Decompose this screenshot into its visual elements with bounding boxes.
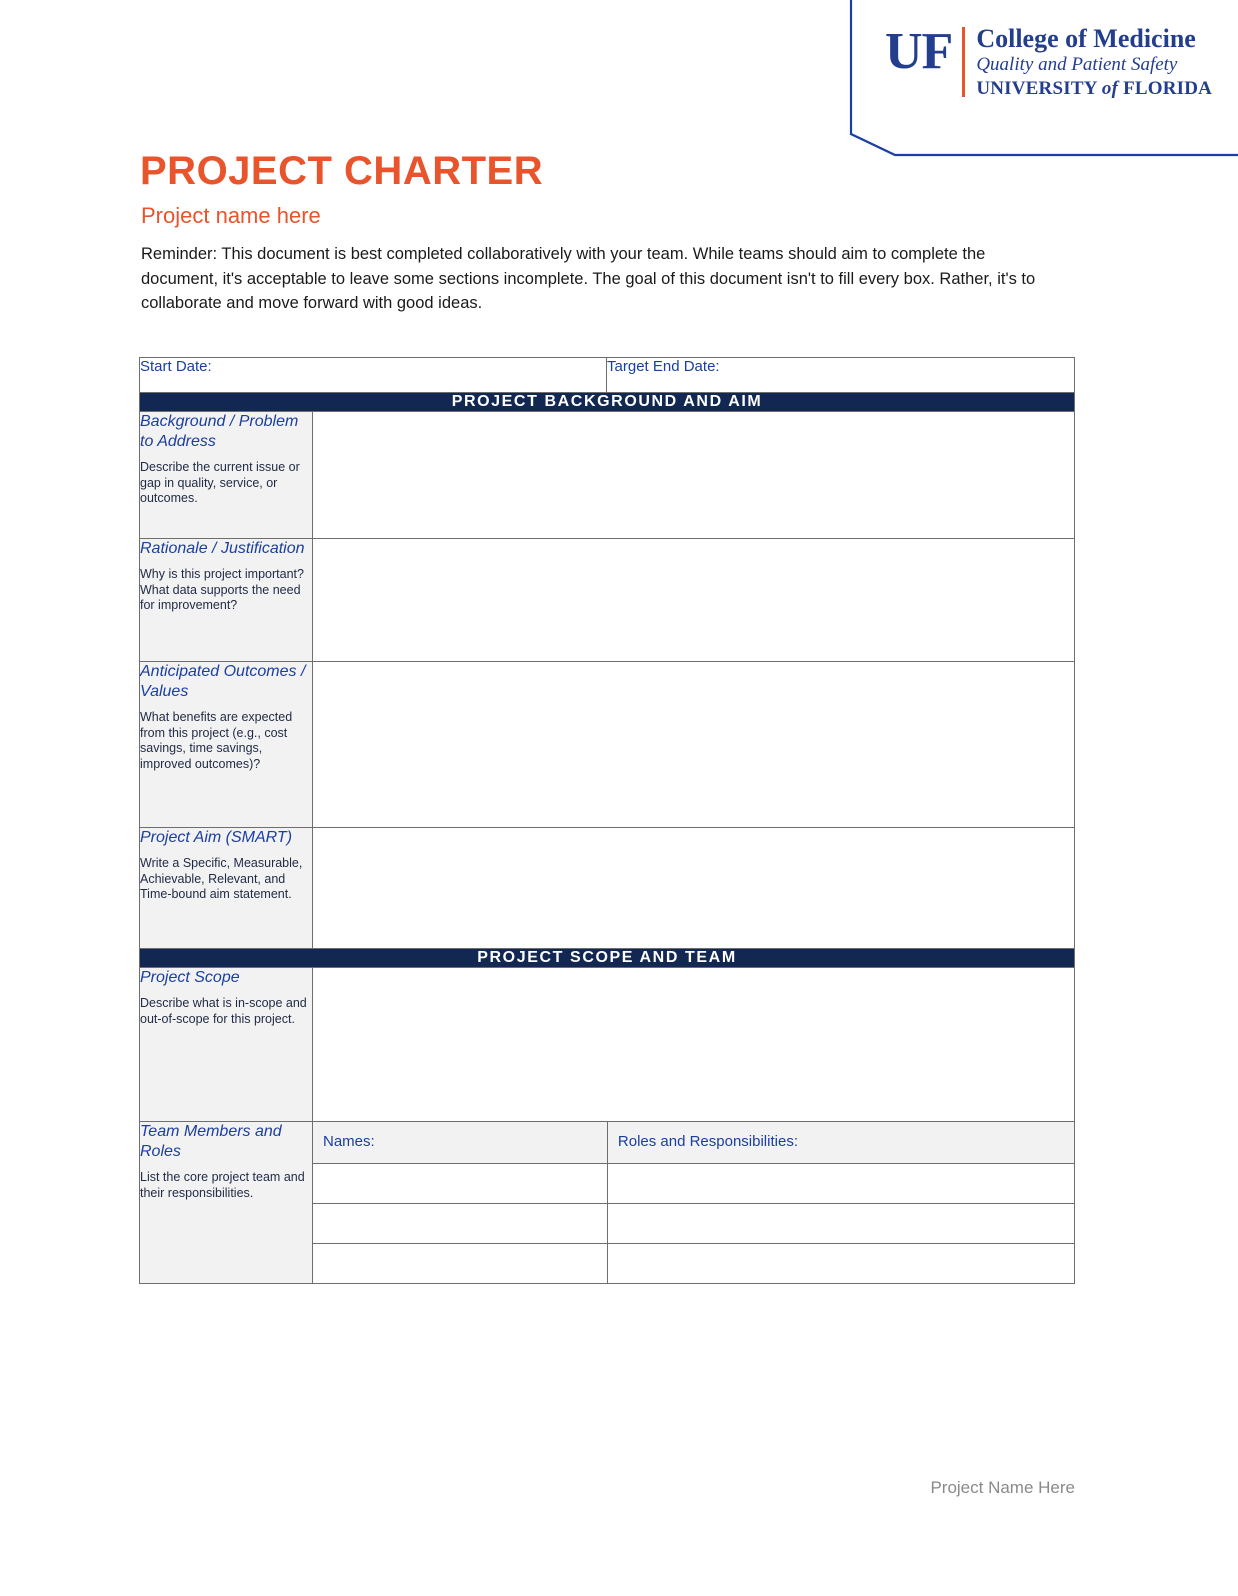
table-row	[140, 828, 1075, 949]
team-table-header-row	[313, 1122, 1074, 1164]
entry-cell-rationale-justification[interactable]	[313, 539, 1075, 662]
team-col-header-names: Names:	[313, 1122, 607, 1164]
team-name-cell[interactable]	[313, 1244, 607, 1284]
page-footer: Project Name Here	[930, 1478, 1075, 1497]
table-row	[140, 968, 1075, 1122]
table-row	[313, 1204, 1074, 1244]
label-title: Project Scope	[140, 969, 240, 986]
label-description: Write a Specific, Measurable, Achievable, Relevant, and Time-bound aim statement.	[140, 856, 303, 901]
uf-of-word: of	[1101, 78, 1119, 99]
label-title: Anticipated Outcomes / Values	[140, 663, 306, 700]
uf-college-line: College of Medicine	[976, 24, 1196, 53]
label-title: Rationale / Justification	[140, 540, 305, 557]
target-end-date-cell[interactable]	[607, 358, 1075, 393]
team-members-table	[313, 1122, 1074, 1283]
label-cell-background-problem	[140, 412, 313, 539]
team-name-cell[interactable]	[313, 1204, 607, 1244]
section-band-background-aim: PROJECT BACKGROUND AND AIM	[140, 393, 1075, 412]
table-row	[140, 1122, 1075, 1284]
label-title: Project Aim (SMART)	[140, 829, 293, 846]
team-role-cell[interactable]	[607, 1164, 1074, 1204]
reminder-paragraph: Reminder: This document is best completed collaboratively with your team. While teams should aim to complete the document, it's acceptable to leave some sections incomplete. The goal of this document isn't to fill every box. Rather, it's to collaborate and move forward with good ideas.	[141, 245, 1036, 312]
label-title: Background / Problem to Address	[140, 413, 299, 450]
start-date-cell[interactable]	[140, 358, 607, 393]
label-description: What benefits are expected from this project (e.g., cost savings, time savings, improved outcomes)?	[140, 710, 293, 771]
uf-monogram: UF	[885, 23, 953, 80]
uf-divider-rule	[962, 27, 965, 97]
label-description: List the core project team and their responsibilities.	[140, 1170, 305, 1200]
table-row	[313, 1244, 1074, 1284]
table-row	[313, 1164, 1074, 1204]
target-end-date-label: Target End Date:	[607, 358, 720, 375]
label-cell-rationale-justification	[140, 539, 313, 662]
page-subtitle: Project name here	[141, 203, 321, 228]
team-role-cell[interactable]	[607, 1244, 1074, 1284]
table-row	[140, 539, 1075, 662]
entry-cell-anticipated-outcomes[interactable]	[313, 662, 1075, 828]
label-cell-anticipated-outcomes	[140, 662, 313, 828]
section-band-row-scope-team	[140, 949, 1075, 968]
uf-logo-box	[845, 0, 1238, 156]
entry-cell-project-aim[interactable]	[313, 828, 1075, 949]
team-role-cell[interactable]	[607, 1204, 1074, 1244]
section-band-row-background-aim	[140, 393, 1075, 412]
label-description: Why is this project important? What data supports the need for improvement?	[140, 567, 304, 612]
label-description: Describe the current issue or gap in quality, service, or outcomes.	[140, 460, 300, 505]
uf-university-word: UNIVERSITY	[976, 78, 1102, 99]
team-name-cell[interactable]	[313, 1164, 607, 1204]
start-date-label: Start Date:	[140, 358, 212, 375]
label-description: Describe what is in-scope and out-of-scope for this project.	[140, 996, 307, 1026]
dates-row	[140, 358, 1075, 393]
table-row	[140, 412, 1075, 539]
team-members-subtable-cell	[313, 1122, 1075, 1284]
label-cell-project-aim	[140, 828, 313, 949]
team-col-header-roles: Roles and Responsibilities:	[607, 1122, 1074, 1164]
project-charter-table	[139, 357, 1075, 1284]
page-title: PROJECT CHARTER	[140, 149, 544, 193]
label-cell-project-scope	[140, 968, 313, 1122]
section-band-scope-team: PROJECT SCOPE AND TEAM	[140, 949, 1075, 968]
uf-university-line	[976, 77, 1212, 101]
uf-department-line: Quality and Patient Safety	[976, 54, 1178, 75]
table-row	[140, 662, 1075, 828]
uf-wordmark-lines	[976, 24, 1212, 101]
label-cell-team-members	[140, 1122, 313, 1284]
label-title: Team Members and Roles	[140, 1123, 282, 1160]
uf-florida-word: FLORIDA	[1118, 78, 1213, 99]
entry-cell-project-scope[interactable]	[313, 968, 1075, 1122]
entry-cell-background-problem[interactable]	[313, 412, 1075, 539]
uf-logo-lockup	[885, 24, 1212, 101]
